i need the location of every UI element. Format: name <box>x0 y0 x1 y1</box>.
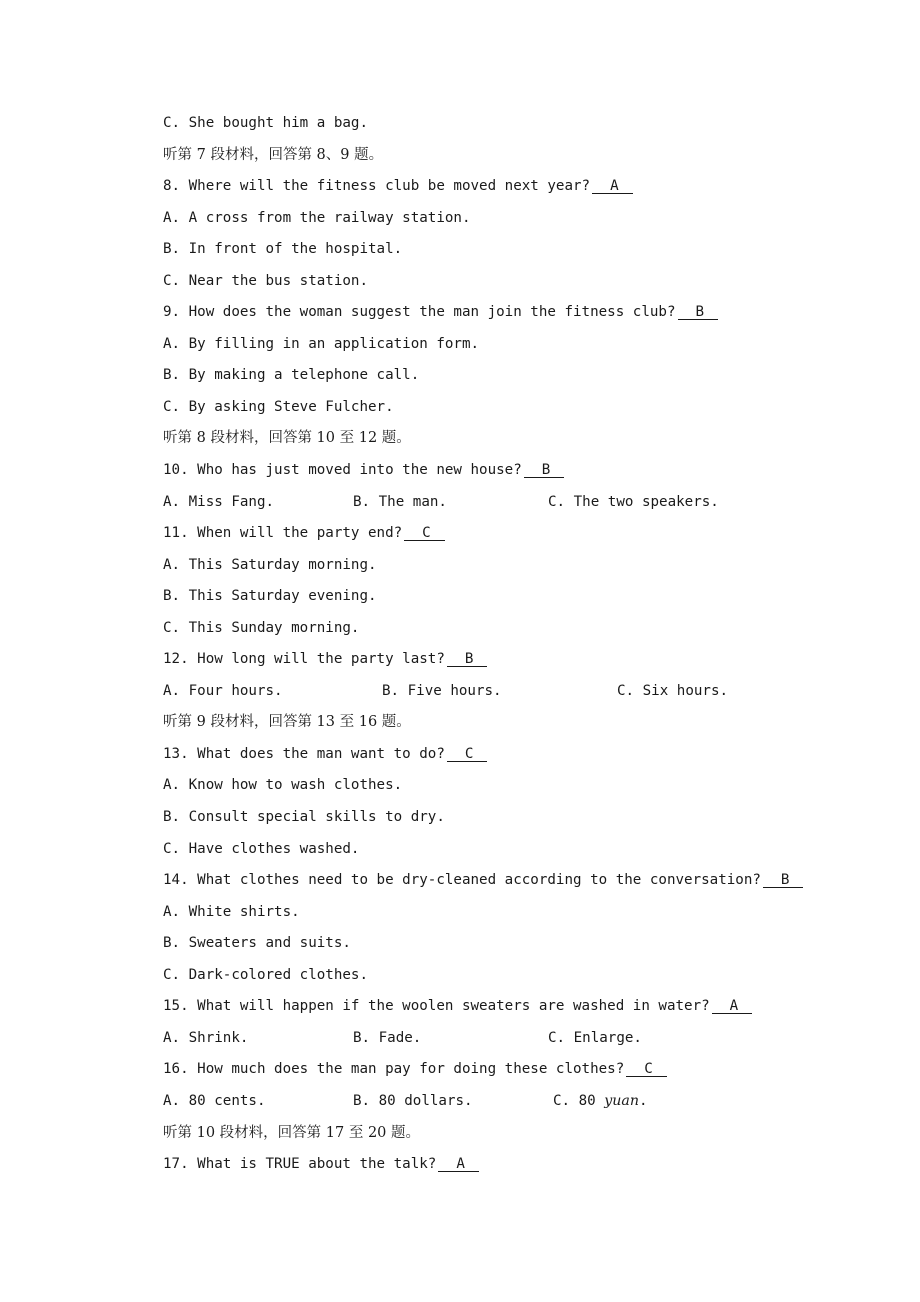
option-line: B. By making a telephone call. <box>163 367 420 384</box>
option-item: C. The two speakers. <box>548 493 719 510</box>
option-item <box>553 1086 648 1118</box>
option-line: B. This Saturday evening. <box>163 588 377 605</box>
option-row <box>163 676 863 708</box>
question-text: 8. Where will the fitness club be moved next year? <box>163 178 591 195</box>
option-item: B. Five hours. <box>382 682 502 699</box>
question-line <box>163 739 863 771</box>
question-text: 9. How does the woman suggest the man join the fitness club? <box>163 304 676 321</box>
option-line: A. By filling in an application form. <box>163 335 480 352</box>
option-item: A. Four hours. <box>163 682 283 699</box>
document-body <box>163 108 863 1181</box>
option-item: C. Enlarge. <box>548 1029 642 1046</box>
section-heading: 听第 10 段材料，回答第 17 至 20 题。 <box>163 1124 421 1141</box>
answer-blank: C <box>626 1062 667 1077</box>
question-text: 17. What is TRUE about the talk? <box>163 1156 437 1173</box>
option-line: A. White shirts. <box>163 903 300 920</box>
question-text: 14. What clothes need to be dry-cleaned according to the conversation? <box>163 872 761 889</box>
option-italic-word: yuan <box>604 1092 639 1109</box>
option-row <box>163 1023 863 1055</box>
option-line: C. This Sunday morning. <box>163 619 360 636</box>
answer-blank: A <box>438 1157 479 1172</box>
answer-blank: C <box>404 526 445 541</box>
question-text: 12. How long will the party last? <box>163 651 445 668</box>
answer-blank: B <box>763 873 804 888</box>
question-text: 16. How much does the man pay for doing these clothes? <box>163 1061 625 1078</box>
option-item: B. The man. <box>353 493 447 510</box>
option-line: C. Have clothes washed. <box>163 840 360 857</box>
option-line: A. Know how to wash clothes. <box>163 777 403 794</box>
question-line <box>163 644 863 676</box>
answer-blank: B <box>678 305 719 320</box>
option-line: B. Sweaters and suits. <box>163 935 351 952</box>
question-text: 15. What will happen if the woolen sweaters are washed in water? <box>163 998 710 1015</box>
question-line <box>163 1054 863 1086</box>
question-line <box>163 171 863 203</box>
question-text: 11. When will the party end? <box>163 525 403 542</box>
option-line: B. Consult special skills to dry. <box>163 809 445 826</box>
answer-blank: B <box>447 652 488 667</box>
option-item: B. Fade. <box>353 1029 422 1046</box>
section-heading: 听第 9 段材料，回答第 13 至 16 题。 <box>163 714 411 731</box>
option-item: A. 80 cents. <box>163 1092 266 1109</box>
option-item: A. Miss Fang. <box>163 493 275 510</box>
question-line <box>163 991 863 1023</box>
option-line: A. This Saturday morning. <box>163 556 377 573</box>
answer-blank: C <box>447 747 488 762</box>
question-line <box>163 865 863 897</box>
option-item: C. Six hours. <box>617 682 729 699</box>
question-line <box>163 455 863 487</box>
option-line: A. A cross from the railway station. <box>163 209 471 226</box>
answer-blank: A <box>712 999 753 1014</box>
section-heading: 听第 8 段材料，回答第 10 至 12 题。 <box>163 430 411 447</box>
section-heading: 听第 7 段材料，回答第 8、9 题。 <box>163 146 384 163</box>
answer-blank: A <box>592 179 633 194</box>
option-item: B. 80 dollars. <box>353 1092 473 1109</box>
option-item: A. Shrink. <box>163 1029 249 1046</box>
question-line <box>163 1149 863 1181</box>
question-line <box>163 518 863 550</box>
option-line: C. Near the bus station. <box>163 272 368 289</box>
option-row <box>163 487 863 519</box>
option-row <box>163 1086 863 1118</box>
option-prefix: C. 80 <box>553 1092 605 1109</box>
question-text: 10. Who has just moved into the new house? <box>163 462 522 479</box>
question-text: 13. What does the man want to do? <box>163 745 445 762</box>
option-line: C. Dark-colored clothes. <box>163 966 368 983</box>
option-line: C. By asking Steve Fulcher. <box>163 398 394 415</box>
answer-blank: B <box>524 463 565 478</box>
option-line: C. She bought him a bag. <box>163 115 368 131</box>
question-line <box>163 297 863 329</box>
option-line: B. In front of the hospital. <box>163 241 403 258</box>
option-suffix: . <box>639 1092 648 1109</box>
